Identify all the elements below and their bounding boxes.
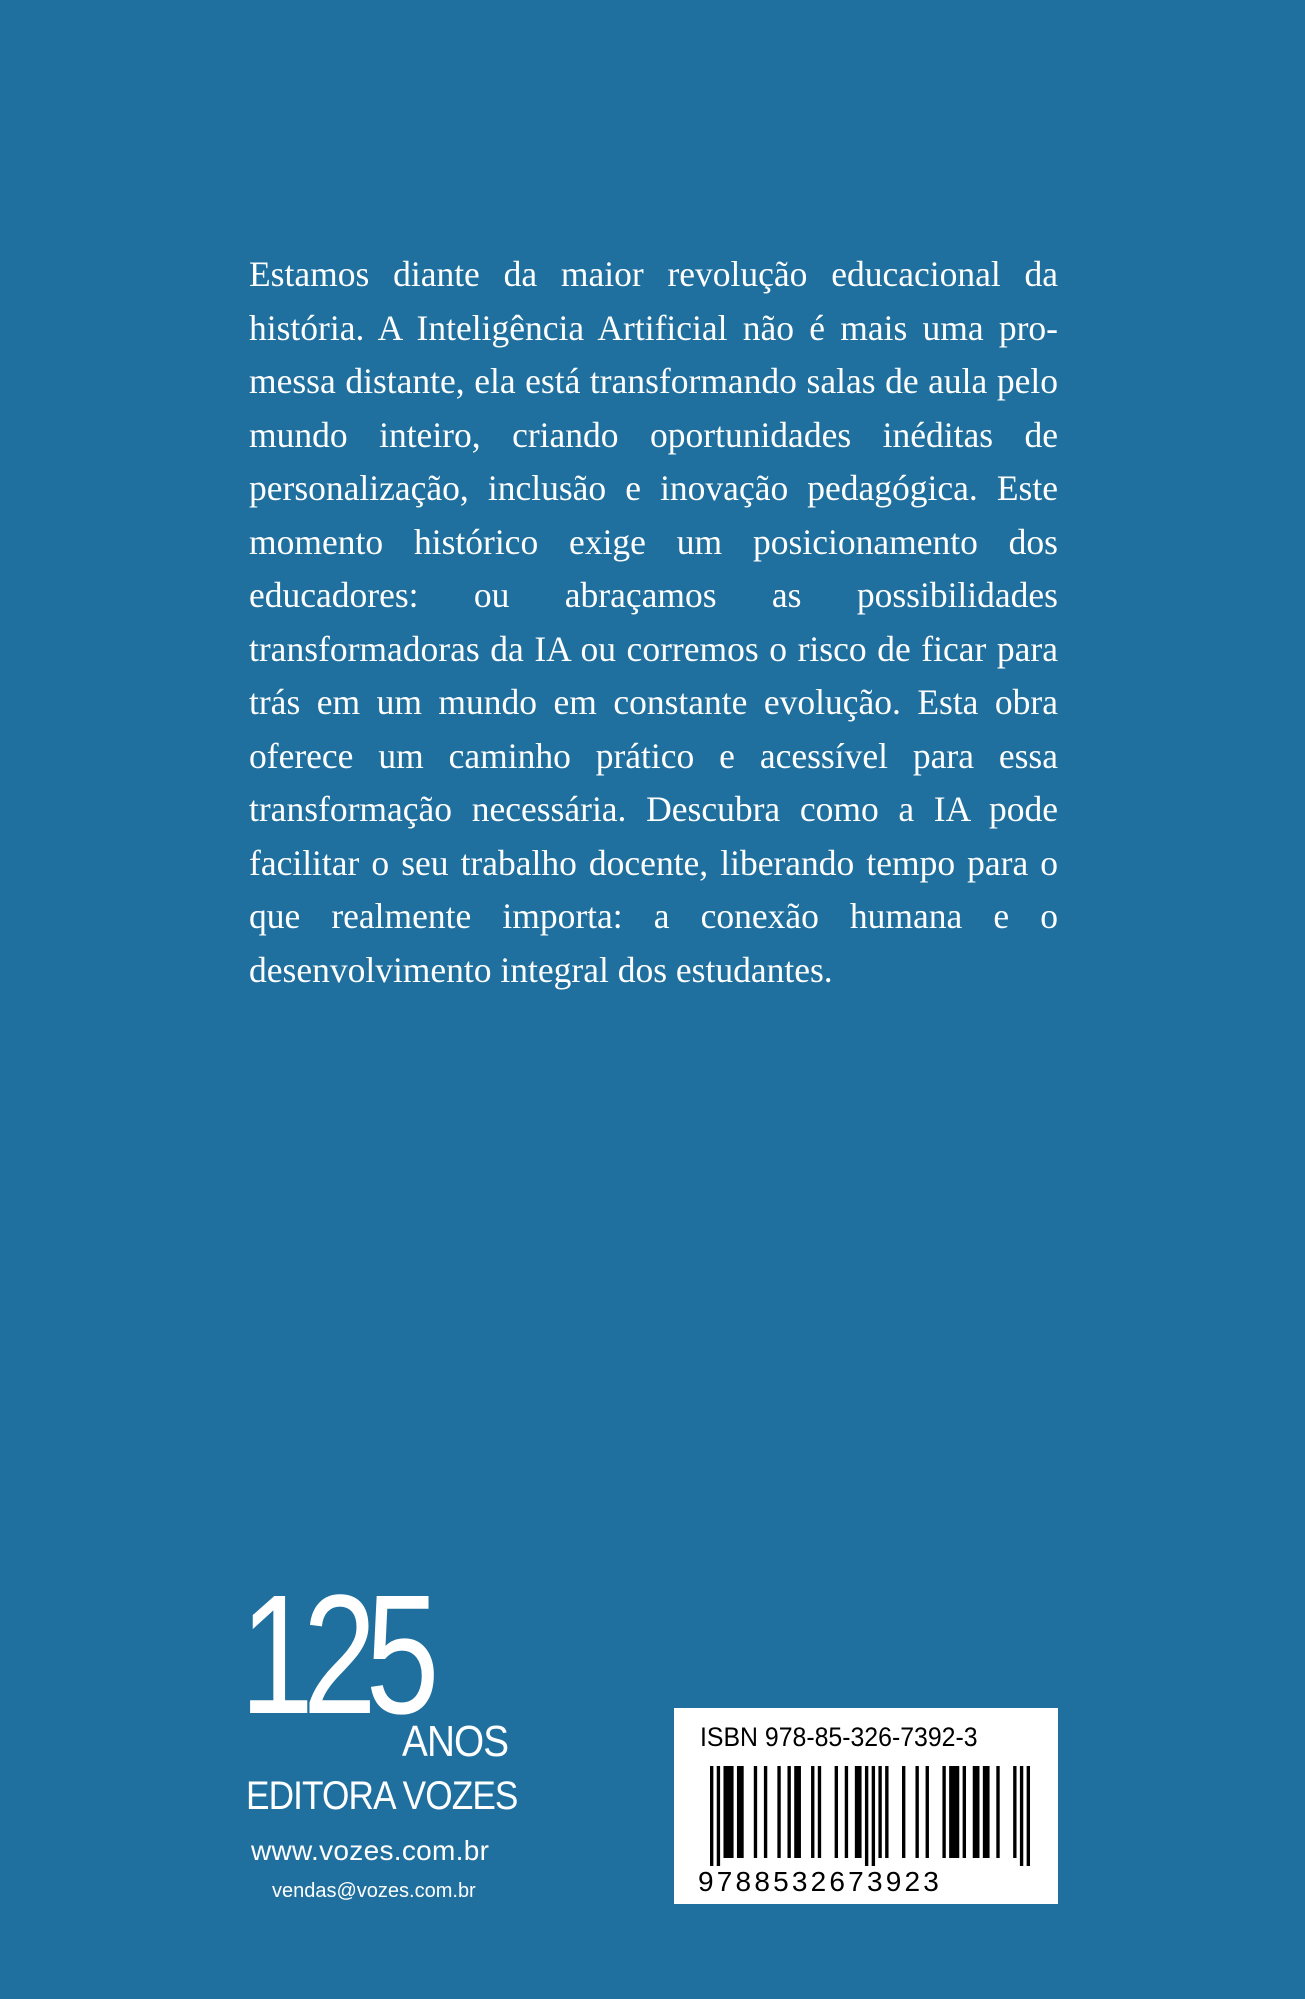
barcode-bar <box>942 1766 945 1858</box>
barcode-bar <box>872 1766 875 1866</box>
barcode-bar <box>835 1766 838 1858</box>
barcode-bar <box>902 1766 905 1858</box>
barcode-bar <box>764 1766 767 1858</box>
anniversary-number: 125 <box>240 1560 429 1750</box>
barcode-bar <box>996 1766 999 1858</box>
anniversary-word: ANOS <box>402 1717 509 1766</box>
barcode-bar <box>794 1766 801 1858</box>
barcode-bar <box>865 1766 868 1866</box>
barcode-bars <box>710 1766 1030 1866</box>
barcode-bar <box>963 1766 966 1858</box>
barcode-bar <box>723 1766 733 1858</box>
isbn-barcode-box <box>674 1708 1058 1904</box>
barcode-bar <box>983 1766 990 1858</box>
barcode-bar <box>855 1766 862 1858</box>
barcode-bar <box>1013 1766 1016 1858</box>
barcode-bar <box>754 1766 757 1858</box>
barcode-bar <box>818 1766 821 1858</box>
barcode-bar <box>878 1766 881 1858</box>
barcode-bar <box>787 1766 790 1858</box>
barcode-bar <box>915 1766 918 1858</box>
barcode-bar <box>737 1766 744 1858</box>
publisher-name: EDITORA VOZES <box>246 1774 518 1818</box>
barcode-bar <box>926 1766 929 1858</box>
barcode-bar <box>949 1766 959 1858</box>
publisher-email: vendas@vozes.com.br <box>272 1880 476 1902</box>
publisher-anniversary-logo <box>240 1560 546 1824</box>
barcode-digits: 9788532673923 <box>698 1866 943 1897</box>
barcode-bar <box>710 1766 713 1866</box>
barcode-bar <box>1020 1766 1023 1866</box>
barcode-bar <box>811 1766 814 1858</box>
barcode-bar <box>885 1766 888 1858</box>
barcode-bar <box>973 1766 980 1858</box>
barcode-bar <box>1027 1766 1030 1866</box>
back-cover-blurb: Estamos diante da maior revolução educacional da história. A Inteligência Artificial não é mais uma promessa distante, ela está transformando salas de aula pelo mundo inteiro, criando oportunidades inéditas de personalização, inclusão e inovação pedagógica. Este momento histórico exige um posicionamento dos educadores: ou abraçamos as possibilidades transformadoras da IA ou corremos o risco de ficar para trás em um mundo em constante evolução. Esta obra oferece um caminho prático e acessível para essa transformação necessária. Descubra como a IA pode facilitar o seu trabalho docente, liberando tempo para o que realmente importa: a conexão humana e o desenvolvimento integral dos estudantes. <box>249 254 1058 990</box>
barcode-bar <box>717 1766 720 1866</box>
isbn-label: ISBN 978-85-326-7392-3 <box>700 1722 978 1752</box>
barcode-bar <box>845 1766 848 1858</box>
barcode-bar <box>777 1766 780 1858</box>
publisher-website: www.vozes.com.br <box>251 1835 490 1866</box>
